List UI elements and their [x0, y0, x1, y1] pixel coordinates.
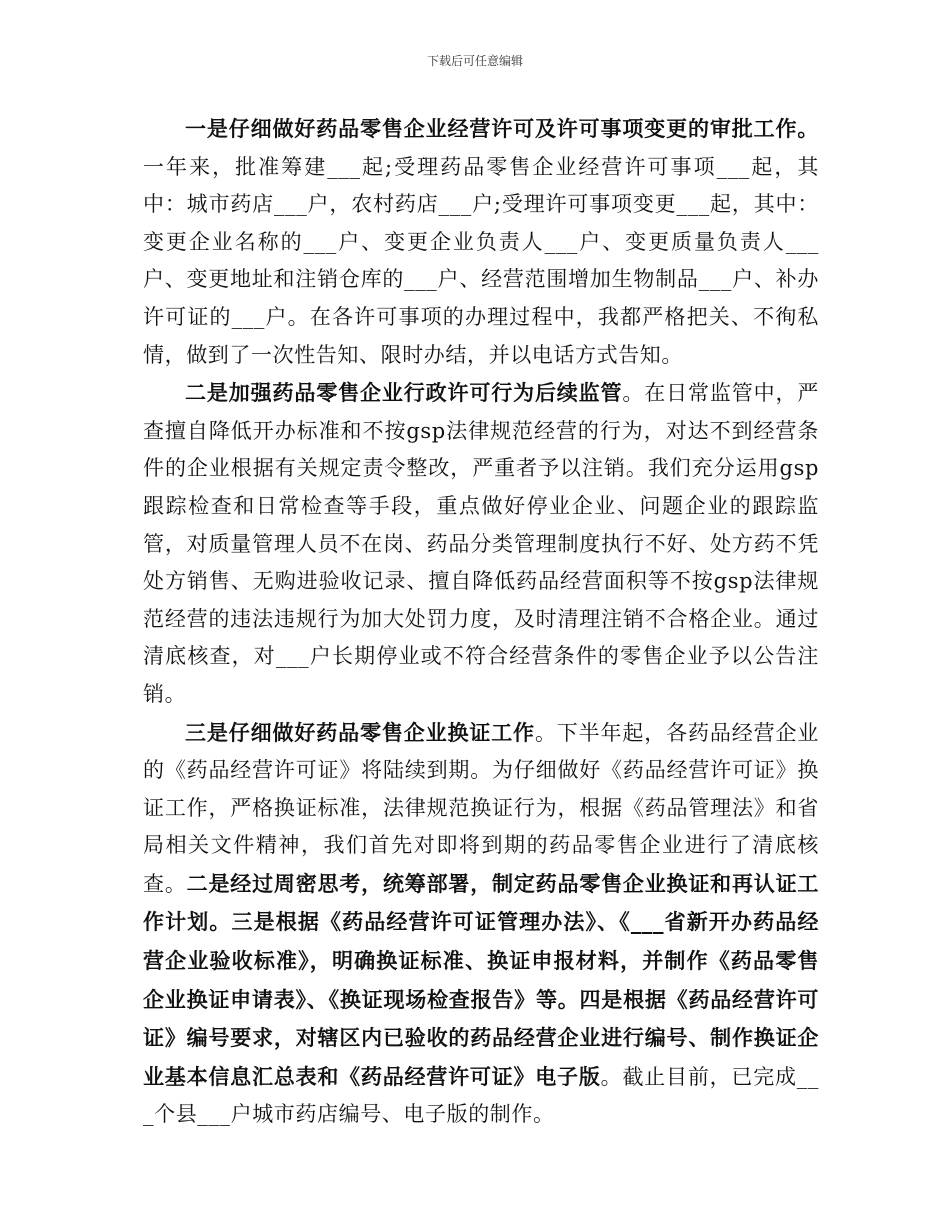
- paragraph-3-text: 。下半年起，各药品经营企业的《药品经营许可证》将陆续到期。为仔细做好《药品经营许可证》换证工作，严格换证标准，法律规范换证行为，根据《药品管理法》和省局相关文件精神，我们首先对即将到期的药品零售企业进行了清底核查。: [143, 720, 819, 896]
- paragraph-3-heading: 三是仔细做好药品零售企业换证工作: [185, 719, 535, 745]
- paragraph-3-bold-steps: 二是经过周密思考，统筹部署，制定药品零售企业换证和再认证工作计划。三是根据《药品经营许可证管理办法》、《___省新开办药品经营企业验收标准》，明确换证标准、换证申报材料，并制作《药品零售企业换证申请表》、《换证现场检查报告》等。四是根据《药品经营许可证》编号要求，对辖区内已验收的药品经营企业进行编号、制作换证企业基本信息汇总表和《药品经营许可证》电子版: [143, 870, 820, 1089]
- paragraph-1-text: 一年来，批准筹建___起;受理药品零售企业经营许可事项___起，其中：城市药店___户，农村药店___户;受理许可事项变更___起，其中：变更企业名称的___户、变更企业负责人___户、变更质量负责人___户、变更地址和注销仓库的___户、经营范围增加生物制品___户、补办许可证的___户。在各许可事项的办理过程中，我都严格把关、不徇私情，做到了一次性告知、限时办结，并以电话方式告知。: [143, 154, 819, 367]
- paragraph-1-heading: 一是仔细做好药品零售企业经营许可及许可事项变更的审批工作。: [185, 116, 819, 141]
- page-header: 下载后可任意编辑: [426, 54, 523, 68]
- paragraph-2: [143, 374, 819, 713]
- paragraph-3-ending: 。截止目前，已完成___个县___户城市药店编号、电子版的制作。: [143, 1064, 819, 1127]
- paragraph-2-heading: 二是加强药品零售企业行政许可行为后续监管: [185, 380, 623, 406]
- paragraph-1: [143, 110, 819, 374]
- document-body: [143, 110, 819, 1134]
- paragraph-2-text: 。在日常监管中，严查擅自降低开办标准和不按gsp法律规范经营的行为，对达不到经营条件的企业根据有关规定责令整改，严重者予以注销。我们充分运用gsp跟踪检查和日常检查等手段，重点做好停业企业、问题企业的跟踪监管，对质量管理人员不在岗、药品分类管理制度执行不好、处方药不凭处方销售、无购进验收记录、擅自降低药品经营面积等不按gsp法律规范经营的违法违规行为加大处罚力度，及时清理注销不合格企业。通过清底核查，对___户长期停业或不符合经营条件的零售企业予以公告注销。: [143, 381, 819, 706]
- paragraph-3: [143, 714, 819, 1135]
